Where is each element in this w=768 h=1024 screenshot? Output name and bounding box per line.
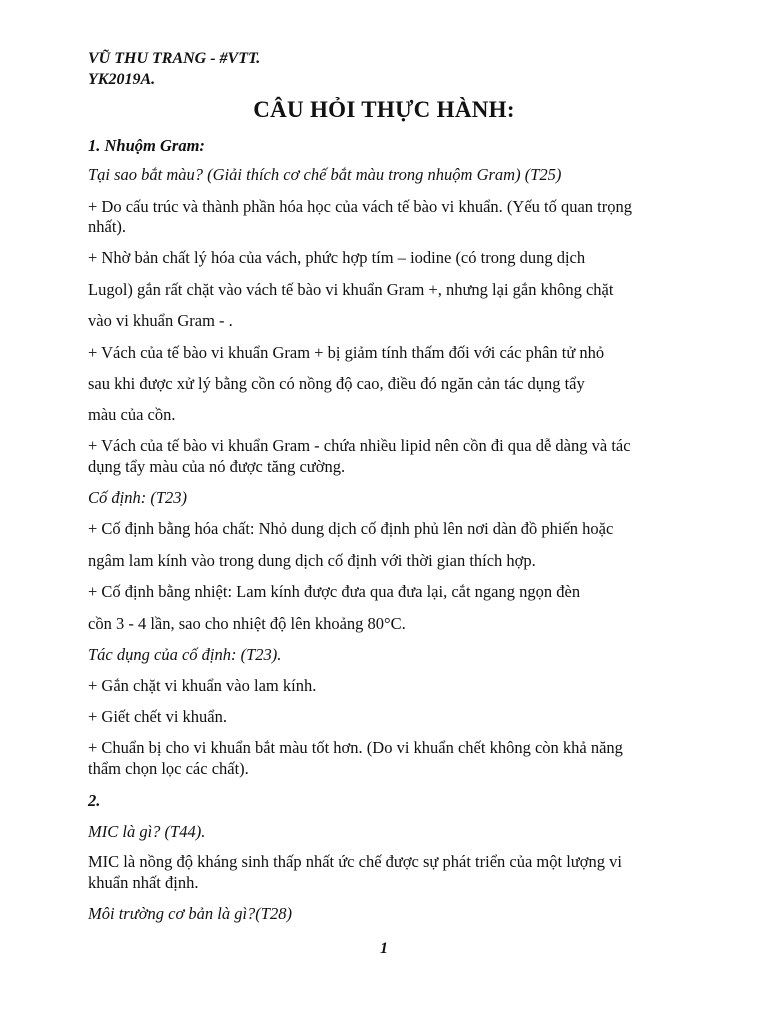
author-name: VŨ THU TRANG - #VTT. xyxy=(88,50,261,67)
answer-line: cồn 3 - 4 lần, sao cho nhiệt độ lên khoảng 80°C. xyxy=(88,614,406,633)
answer-line: + Vách của tế bào vi khuẩn Gram - chứa nhiều lipid nên cồn đi qua dễ dàng và tác xyxy=(88,436,631,455)
answer-line: + Vách của tế bào vi khuẩn Gram + bị giảm tính thấm đối với các phân tử nhỏ xyxy=(88,343,605,362)
answer-line: + Chuẩn bị cho vi khuẩn bắt màu tốt hơn. (Do vi khuẩn chết không còn khả năng xyxy=(88,738,623,757)
section-heading-2: 2. xyxy=(88,791,101,810)
class-code: YK2019A. xyxy=(88,71,156,88)
answer-line: nhất). xyxy=(88,217,127,236)
question-mic: MIC là gì? (T44). xyxy=(88,822,206,841)
answer-line: + Gắn chặt vi khuẩn vào lam kính. xyxy=(88,676,317,695)
answer-line: MIC là nồng độ kháng sinh thấp nhất ức chế được sự phát triển của một lượng vi xyxy=(88,852,622,871)
question-fixation: Cố định: (T23) xyxy=(88,488,187,507)
page-number: 1 xyxy=(380,940,388,957)
answer-line: + Giết chết vi khuẩn. xyxy=(88,707,227,726)
answer-line: sau khi được xử lý bằng cồn có nồng độ cao, điều đó ngăn cản tác dụng tẩy xyxy=(88,374,585,393)
answer-line: dụng tẩy màu của nó được tăng cường. xyxy=(88,457,346,476)
answer-line: ngâm lam kính vào trong dung dịch cố định với thời gian thích hợp. xyxy=(88,551,536,570)
question-fixation-purpose: Tác dụng của cố định: (T23). xyxy=(88,645,282,664)
answer-line: khuẩn nhất định. xyxy=(88,873,199,892)
answer-line: màu của cồn. xyxy=(88,405,176,424)
question-gram-staining: Tại sao bắt màu? (Giải thích cơ chế bắt màu trong nhuộm Gram) (T25) xyxy=(88,165,562,184)
answer-line: Lugol) gắn rất chặt vào vách tế bào vi khuẩn Gram +, nhưng lại gắn không chặt xyxy=(88,280,614,299)
answer-line: thẩm chọn lọc các chất). xyxy=(88,759,249,778)
answer-line: vào vi khuẩn Gram - . xyxy=(88,311,233,330)
question-basic-medium: Môi trường cơ bản là gì?(T28) xyxy=(88,904,292,923)
answer-line: + Cố định bằng nhiệt: Lam kính được đưa qua đưa lại, cắt ngang ngọn đèn xyxy=(88,582,581,601)
answer-line: + Do cấu trúc và thành phần hóa học của vách tế bào vi khuẩn. (Yếu tố quan trọng xyxy=(88,197,633,216)
answer-line: + Nhờ bản chất lý hóa của vách, phức hợp tím – iodine (có trong dung dịch xyxy=(88,248,586,267)
page-title: CÂU HỎI THỰC HÀNH: xyxy=(253,97,515,122)
section-heading-1: 1. Nhuộm Gram: xyxy=(88,136,205,155)
answer-line: + Cố định bằng hóa chất: Nhỏ dung dịch cố định phủ lên nơi dàn đồ phiến hoặc xyxy=(88,519,614,538)
